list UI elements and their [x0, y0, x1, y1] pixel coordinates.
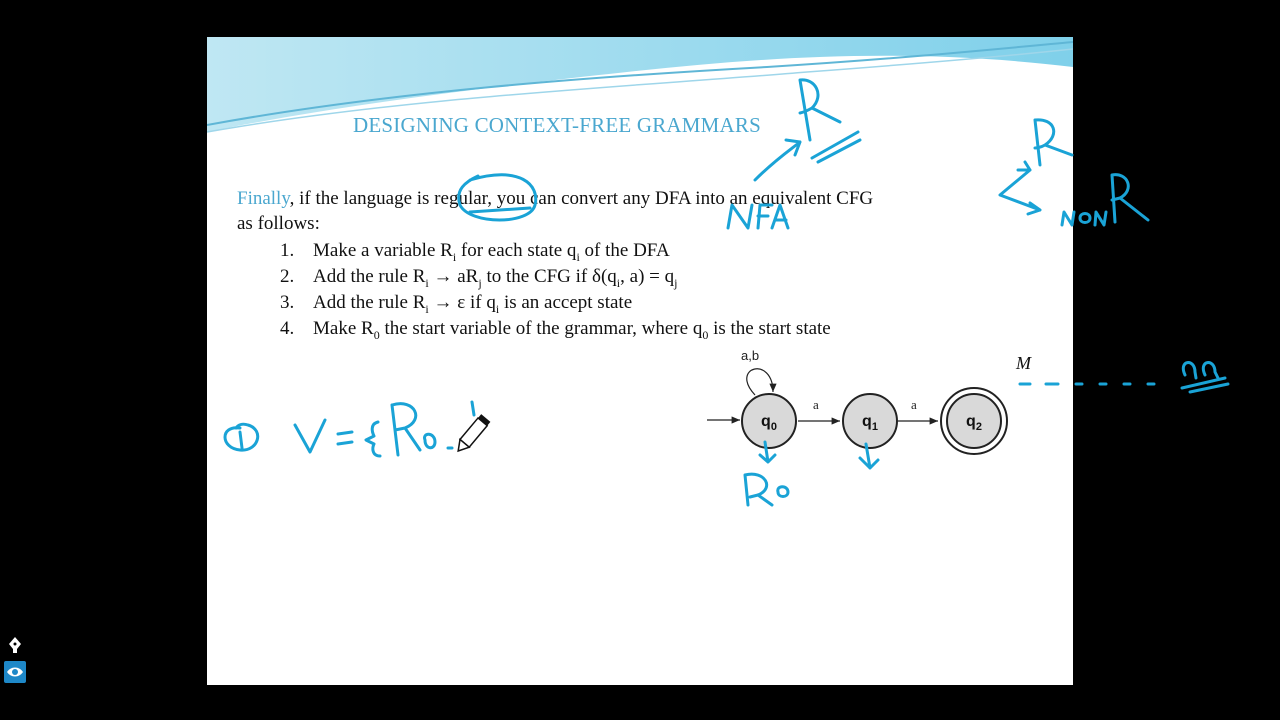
ink-aa	[1182, 363, 1228, 392]
step-subscript: 0	[702, 327, 709, 342]
slide-title: DESIGNING CONTEXT-FREE GRAMMARS	[353, 113, 761, 137]
intro-accent: Finally	[237, 188, 290, 209]
edge-label-2: a	[911, 397, 917, 412]
step-subscript: i	[495, 301, 500, 316]
step-subscript: j	[674, 275, 678, 290]
step-text: → aR	[428, 266, 479, 287]
eye-icon[interactable]	[4, 661, 26, 683]
dfa-diagram	[207, 37, 1073, 685]
step-text: is the start state	[708, 318, 831, 339]
step-subscript: 0	[373, 327, 380, 342]
step-text: to the CFG if δ(q	[481, 266, 617, 287]
step-text: Make R	[313, 318, 374, 339]
state-q0-label: $q_0$	[761, 413, 777, 433]
step-subscript: i	[452, 249, 457, 264]
step-number: 1.	[280, 240, 295, 261]
state-q2-label: $q_2$	[966, 413, 982, 433]
step-text: → ε if q	[428, 292, 496, 313]
edge-label-1: a	[813, 397, 819, 412]
step-text: of the DFA	[579, 240, 670, 261]
step-number: 4.	[280, 318, 295, 339]
loop-label: a,b	[741, 348, 760, 363]
self-loop	[747, 369, 773, 395]
ink-nonR	[1062, 175, 1148, 225]
step-text: Make a variable R	[313, 240, 453, 261]
intro-line1: , if the language is regular, you can convert any DFA into an equivalent CFG	[289, 188, 874, 209]
step-subscript: i	[425, 275, 429, 290]
intro-line2: as follows:	[237, 213, 320, 234]
machine-label: M	[1016, 353, 1031, 373]
step-text: Add the rule R	[313, 266, 426, 287]
step-text: is an accept state	[499, 292, 633, 313]
pen-icon[interactable]	[6, 636, 24, 654]
step-subscript: i	[576, 249, 580, 264]
slide	[207, 37, 1073, 685]
step-subscript: j	[478, 275, 482, 290]
step-text: , a) = q	[620, 266, 675, 287]
step-text: Add the rule R	[313, 292, 426, 313]
step-subscript: i	[616, 275, 621, 290]
state-q1-label: $q_1$	[862, 413, 878, 433]
step-text: the start variable of the grammar, where q	[379, 318, 703, 339]
step-subscript: i	[425, 301, 429, 316]
step-number: 2.	[280, 266, 295, 287]
step-number: 3.	[280, 292, 295, 313]
step-text: for each state q	[456, 240, 577, 261]
